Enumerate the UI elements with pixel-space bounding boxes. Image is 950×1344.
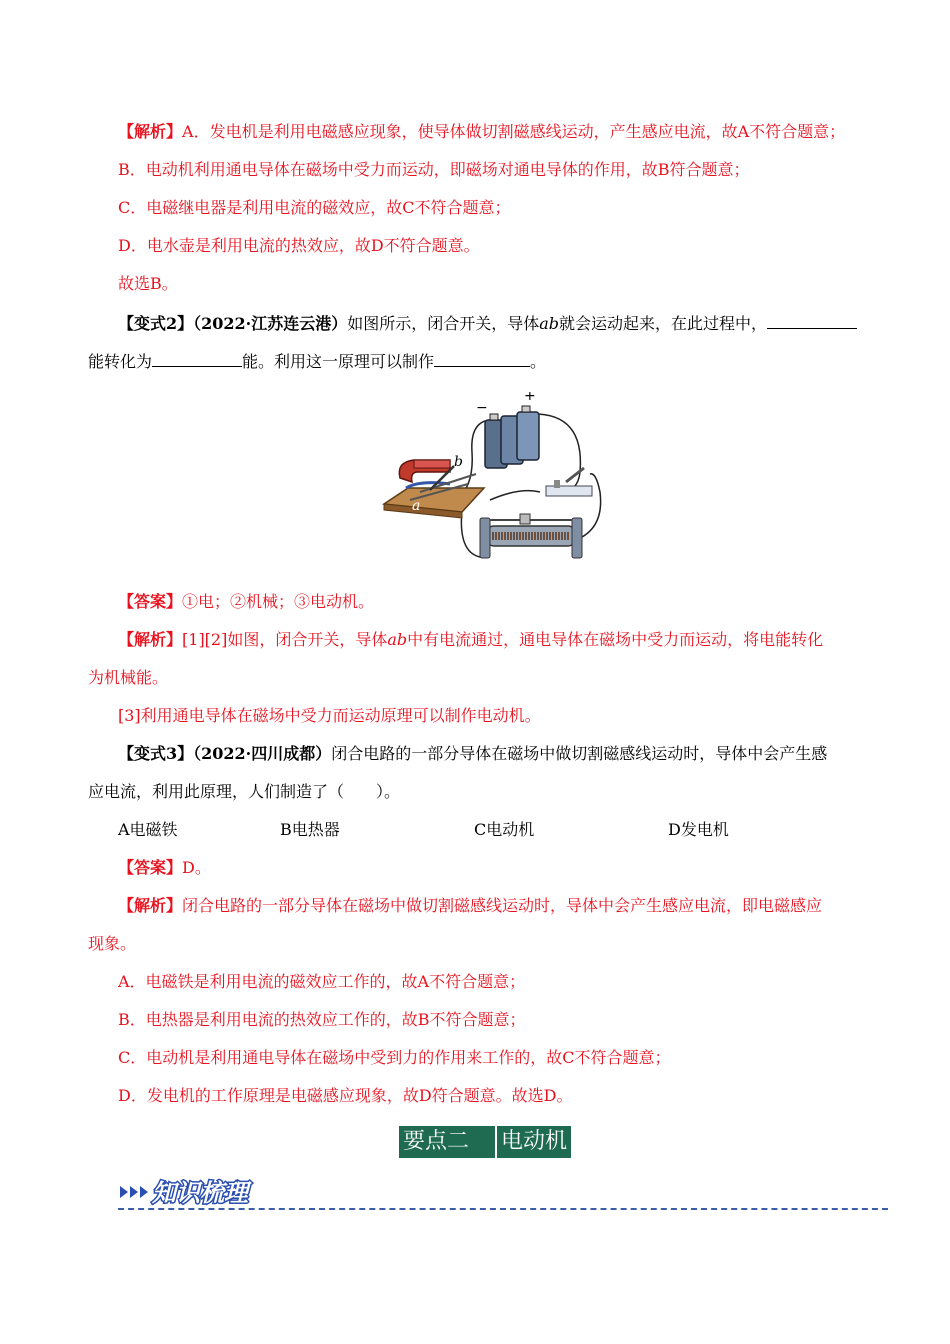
question-text: 能。利用这一原理可以制作 [242, 352, 435, 371]
banner-text: 知识梳理 [152, 1179, 248, 1207]
question-text: 闭合电路的一部分导体在磁场中做切割磁感线运动时，导体中会产生感 [331, 744, 828, 763]
question-text: 如图所示，闭合开关，导体 [347, 314, 540, 333]
variant3-analysis-line-a: A．电磁铁是利用电流的磁效应工作的，故A不符合题意； [118, 972, 526, 991]
conductor-b-label: b [454, 454, 463, 470]
answer-tag: 【答案】 [118, 592, 183, 611]
variant3-options [0, 820, 950, 840]
variant2-question-line2 [88, 350, 546, 372]
answer-text: ①电；②机械；③电动机。 [182, 592, 375, 611]
conductor-label: ab [387, 630, 408, 649]
variant3-answer [118, 858, 211, 878]
analysis-text: A．发电机是利用电磁感应现象，使导体做切割磁感线运动，产生感应电流，故A不符合题意； [182, 122, 846, 141]
banner-divider [118, 1208, 888, 1210]
question-text: 就会运动起来，在此过程中， [559, 314, 768, 333]
answer-blank [434, 350, 530, 367]
variant2-analysis-line1 [118, 630, 823, 650]
minus-terminal-label: − [476, 400, 488, 416]
analysis1-conclusion: 故选B。 [118, 274, 178, 293]
option-b: B电热器 [280, 820, 340, 839]
motor-experiment-figure [380, 392, 620, 570]
option-c: C电动机 [474, 820, 535, 839]
variant-tag: 【变式3】 [118, 744, 194, 763]
plus-terminal-label: + [524, 392, 536, 404]
variant3-question-line2: 应电流，利用此原理，人们制造了（ ）。 [88, 782, 401, 801]
switch-icon [546, 468, 592, 496]
analysis1-line-d: D．电水壶是利用电流的热效应，故D不符合题意。 [118, 236, 480, 255]
analysis-tag: 【解析】 [118, 122, 183, 141]
variant3-analysis-line1 [118, 896, 822, 916]
analysis-tag: 【解析】 [118, 896, 183, 915]
question-source: （2022·四川成都） [193, 744, 332, 763]
analysis1-line-a [118, 122, 845, 142]
question-source: （2022·江苏连云港） [193, 314, 348, 333]
variant3-analysis-line-d: D．发电机的工作原理是电磁感应现象，故D符合题意。故选D。 [118, 1086, 573, 1105]
variant3-analysis-line2: 现象。 [88, 934, 137, 953]
variant2-analysis-line2: 为机械能。 [88, 668, 169, 687]
answer-blank [152, 350, 242, 367]
question-text: 。 [530, 352, 547, 371]
section-heading [399, 1126, 571, 1158]
analysis-text: [1][2]如图，闭合开关，导体 [182, 630, 388, 649]
knowledge-banner [118, 1172, 278, 1208]
rheostat-icon [480, 514, 582, 558]
circuit-diagram [380, 392, 620, 570]
variant3-analysis-line-c: C．电动机是利用通电导体在磁场中受到力的作用来工作的，故C不符合题意； [118, 1048, 671, 1067]
variant2-question-line1 [118, 312, 857, 334]
analysis1-line-c: C．电磁继电器是利用电流的磁效应，故C不符合题意； [118, 198, 511, 217]
option-a: A电磁铁 [118, 820, 178, 839]
question-text: 能转化为 [88, 352, 153, 371]
answer-text: D。 [182, 858, 211, 877]
variant2-analysis-line3: [3]利用通电导体在磁场中受力而运动原理可以制作电动机。 [118, 706, 541, 725]
variant3-question-line1 [118, 744, 827, 764]
variant3-analysis-line-b: B．电热器是利用电流的热效应工作的，故B不符合题意； [118, 1010, 526, 1029]
analysis-text: 闭合电路的一部分导体在磁场中做切割磁感线运动时，导体中会产生感应电流，即电磁感应 [182, 896, 823, 915]
analysis1-line-b: B．电动机利用通电导体在磁场中受力而运动，即磁场对通电导体的作用，故B符合题意； [118, 160, 750, 179]
answer-tag: 【答案】 [118, 858, 183, 877]
conductor-a-label: a [412, 498, 421, 514]
battery-icon [485, 406, 539, 468]
banner-arrows-icon [118, 1172, 278, 1208]
variant2-answer [118, 592, 374, 612]
analysis-text: 中有电流通过，通电导体在磁场中受力而运动，将电能转化 [407, 630, 824, 649]
analysis-tag: 【解析】 [118, 630, 183, 649]
option-d: D发电机 [668, 820, 729, 839]
answer-blank [767, 312, 857, 329]
section-title: 电动机 [501, 1129, 568, 1154]
conductor-label: ab [539, 314, 560, 333]
variant-tag: 【变式2】 [118, 314, 194, 333]
section-label: 要点二 [403, 1129, 470, 1154]
